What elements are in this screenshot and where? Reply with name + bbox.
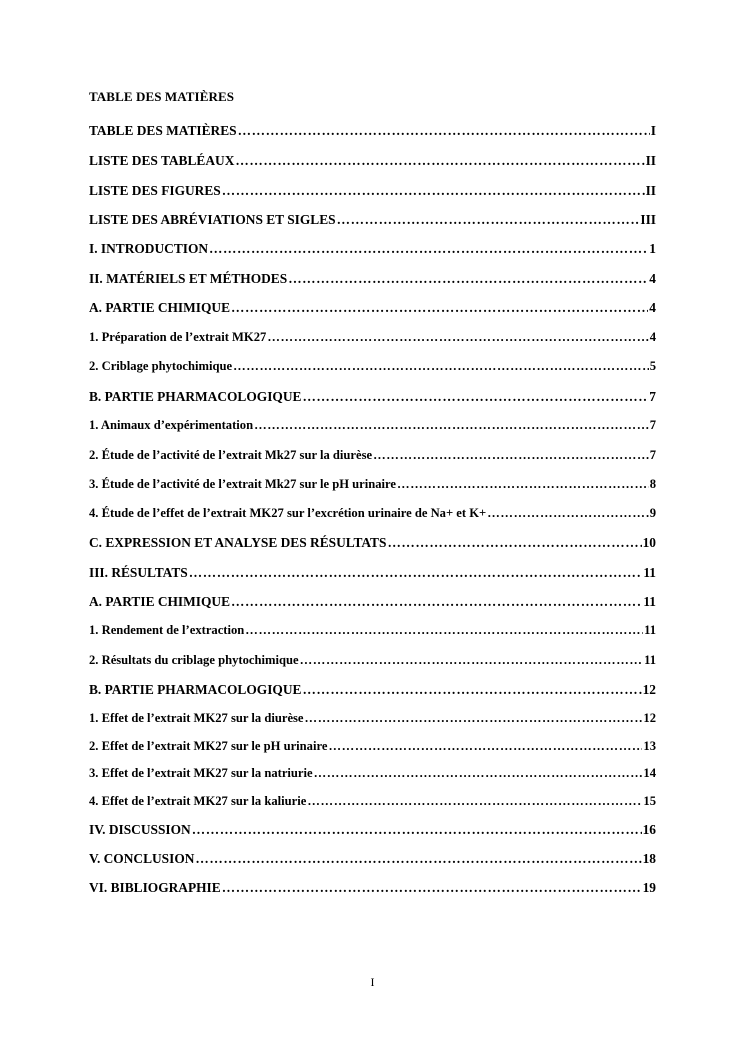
toc-leader-dots bbox=[387, 535, 641, 551]
toc-entry[interactable] bbox=[89, 241, 656, 257]
toc-entry-title: 2. Criblage phytochimique bbox=[89, 359, 233, 373]
toc-entry-page: 12 bbox=[642, 682, 656, 697]
toc-entry[interactable] bbox=[89, 477, 656, 492]
toc-leader-dots bbox=[222, 183, 645, 199]
toc-entry-page: 15 bbox=[643, 794, 656, 808]
toc-entry-page: 8 bbox=[649, 477, 656, 491]
toc-entry-title: 1. Préparation de l’extrait MK27 bbox=[89, 330, 267, 344]
toc-leader-dots bbox=[288, 271, 648, 287]
toc-leader-dots bbox=[487, 506, 648, 521]
toc-entry-page: I bbox=[650, 123, 656, 138]
toc-entry-page: 13 bbox=[643, 739, 656, 753]
toc-leader-dots bbox=[328, 739, 642, 754]
toc-leader-dots bbox=[245, 623, 643, 638]
toc-leader-dots bbox=[231, 300, 648, 316]
toc-entry[interactable] bbox=[89, 271, 656, 287]
toc-entry[interactable] bbox=[89, 535, 656, 551]
toc-entry-title: 1. Effet de l’extrait MK27 sur la diurèse bbox=[89, 711, 304, 725]
toc-entry-title: 3. Étude de l’activité de l’extrait Mk27 sur le pH urinaire bbox=[89, 477, 396, 491]
toc-leader-dots bbox=[305, 711, 643, 726]
toc-entry-title: A. PARTIE CHIMIQUE bbox=[89, 300, 231, 315]
toc-entry[interactable] bbox=[89, 123, 656, 139]
toc-entry[interactable] bbox=[89, 822, 656, 838]
toc-entry-title: 3. Effet de l’extrait MK27 sur la natriurie bbox=[89, 766, 313, 780]
toc-entry[interactable] bbox=[89, 594, 656, 610]
toc-leader-dots bbox=[231, 594, 642, 610]
toc-entry[interactable] bbox=[89, 880, 656, 896]
toc-entry[interactable] bbox=[89, 682, 656, 698]
toc-entry-page: 1 bbox=[649, 241, 656, 256]
toc-entry-title: LISTE DES FIGURES bbox=[89, 183, 221, 198]
toc-entry-page: 18 bbox=[642, 851, 656, 866]
toc-leader-dots bbox=[195, 851, 641, 867]
toc-entry[interactable] bbox=[89, 506, 656, 521]
toc-entry[interactable] bbox=[89, 623, 656, 638]
toc-entry-page: 11 bbox=[643, 565, 656, 580]
toc-entry[interactable] bbox=[89, 183, 656, 199]
toc-leader-dots bbox=[314, 766, 643, 781]
toc-entry[interactable] bbox=[89, 153, 656, 169]
toc-entry-page: 14 bbox=[643, 766, 656, 780]
toc-entry-page: 11 bbox=[643, 594, 656, 609]
toc-heading: TABLE DES MATIÈRES bbox=[89, 89, 235, 104]
toc-entry-title: 2. Étude de l’activité de l’extrait Mk27 sur la diurèse bbox=[89, 448, 373, 462]
toc-entry-page: II bbox=[645, 153, 656, 168]
toc-leader-dots bbox=[238, 123, 650, 139]
toc-entry-page: 7 bbox=[649, 448, 656, 462]
toc-leader-dots bbox=[302, 682, 641, 698]
toc-entry[interactable] bbox=[89, 739, 656, 754]
toc-leader-dots bbox=[397, 477, 649, 492]
toc-entry-title: I. INTRODUCTION bbox=[89, 241, 209, 256]
page-number: I bbox=[370, 975, 375, 989]
toc-leader-dots bbox=[222, 880, 642, 896]
toc-entry-page: 11 bbox=[644, 623, 656, 637]
toc-entry[interactable] bbox=[89, 653, 656, 668]
toc-entry-title: 4. Effet de l’extrait MK27 sur la kaliurie bbox=[89, 794, 307, 808]
toc-entry-page: 12 bbox=[643, 711, 656, 725]
toc-entry-title: A. PARTIE CHIMIQUE bbox=[89, 594, 231, 609]
toc-entry-title: 1. Animaux d’expérimentation bbox=[89, 418, 254, 432]
toc-entry-page: 10 bbox=[642, 535, 656, 550]
toc-leader-dots bbox=[337, 212, 640, 228]
toc-entry[interactable] bbox=[89, 300, 656, 316]
toc-entry[interactable] bbox=[89, 565, 656, 581]
toc-entry[interactable] bbox=[89, 766, 656, 781]
toc-entry-page: 7 bbox=[649, 389, 656, 404]
toc-entry[interactable] bbox=[89, 212, 656, 228]
toc-entry-title: 1. Rendement de l’extraction bbox=[89, 623, 245, 637]
toc-leader-dots bbox=[233, 359, 649, 374]
toc-entry-title: 2. Effet de l’extrait MK27 sur le pH urinaire bbox=[89, 739, 328, 753]
toc-entry[interactable] bbox=[89, 389, 656, 405]
toc-entry-title: IV. DISCUSSION bbox=[89, 822, 191, 837]
toc-leader-dots bbox=[254, 418, 649, 433]
toc-entry-title: LISTE DES TABLÉAUX bbox=[89, 153, 235, 168]
toc-leader-dots bbox=[235, 153, 644, 169]
toc-entry[interactable] bbox=[89, 448, 656, 463]
toc-entry-title: C. EXPRESSION ET ANALYSE DES RÉSULTATS bbox=[89, 535, 387, 550]
toc-entry-title: B. PARTIE PHARMACOLOGIQUE bbox=[89, 389, 302, 404]
toc-entry-title: II. MATÉRIELS ET MÉTHODES bbox=[89, 271, 288, 286]
toc-leader-dots bbox=[189, 565, 643, 581]
toc-entry[interactable] bbox=[89, 330, 656, 345]
toc-leader-dots bbox=[300, 653, 644, 668]
toc-entry-title: 2. Résultats du criblage phytochimique bbox=[89, 653, 299, 667]
toc-entry-title: LISTE DES ABRÉVIATIONS ET SIGLES bbox=[89, 212, 336, 227]
toc-leader-dots bbox=[209, 241, 648, 257]
toc-entry-title: V. CONCLUSION bbox=[89, 851, 195, 866]
toc-entry-page: 4 bbox=[649, 271, 656, 286]
toc-entry[interactable] bbox=[89, 711, 656, 726]
toc-entry-title: 4. Étude de l’effet de l’extrait MK27 sur l’excrétion urinaire de Na+ et K+ bbox=[89, 506, 487, 520]
toc-entry-page: 7 bbox=[649, 418, 656, 432]
toc-entry-page: III bbox=[640, 212, 656, 227]
toc-leader-dots bbox=[267, 330, 648, 345]
toc-entry-title: TABLE DES MATIÈRES bbox=[89, 123, 237, 138]
toc-entry-page: 4 bbox=[649, 330, 656, 344]
toc-leader-dots bbox=[302, 389, 648, 405]
toc-entry[interactable] bbox=[89, 418, 656, 433]
toc-leader-dots bbox=[192, 822, 642, 838]
toc-entry[interactable] bbox=[89, 851, 656, 867]
toc-entry-page: 5 bbox=[649, 359, 656, 373]
toc-entry[interactable] bbox=[89, 359, 656, 374]
toc-entry-page: 9 bbox=[649, 506, 656, 520]
toc-entry-title: B. PARTIE PHARMACOLOGIQUE bbox=[89, 682, 302, 697]
toc-leader-dots bbox=[307, 794, 642, 809]
toc-entry-page: II bbox=[645, 183, 656, 198]
toc-entry[interactable] bbox=[89, 794, 656, 809]
toc-entry-page: 16 bbox=[642, 822, 656, 837]
toc-entry-title: VI. BIBLIOGRAPHIE bbox=[89, 880, 221, 895]
toc-entry-title: III. RÉSULTATS bbox=[89, 565, 188, 580]
toc-entry-page: 19 bbox=[642, 880, 656, 895]
toc-leader-dots bbox=[373, 448, 649, 463]
toc-entry-page: 4 bbox=[649, 300, 656, 315]
toc-entry-page: 11 bbox=[644, 653, 656, 667]
